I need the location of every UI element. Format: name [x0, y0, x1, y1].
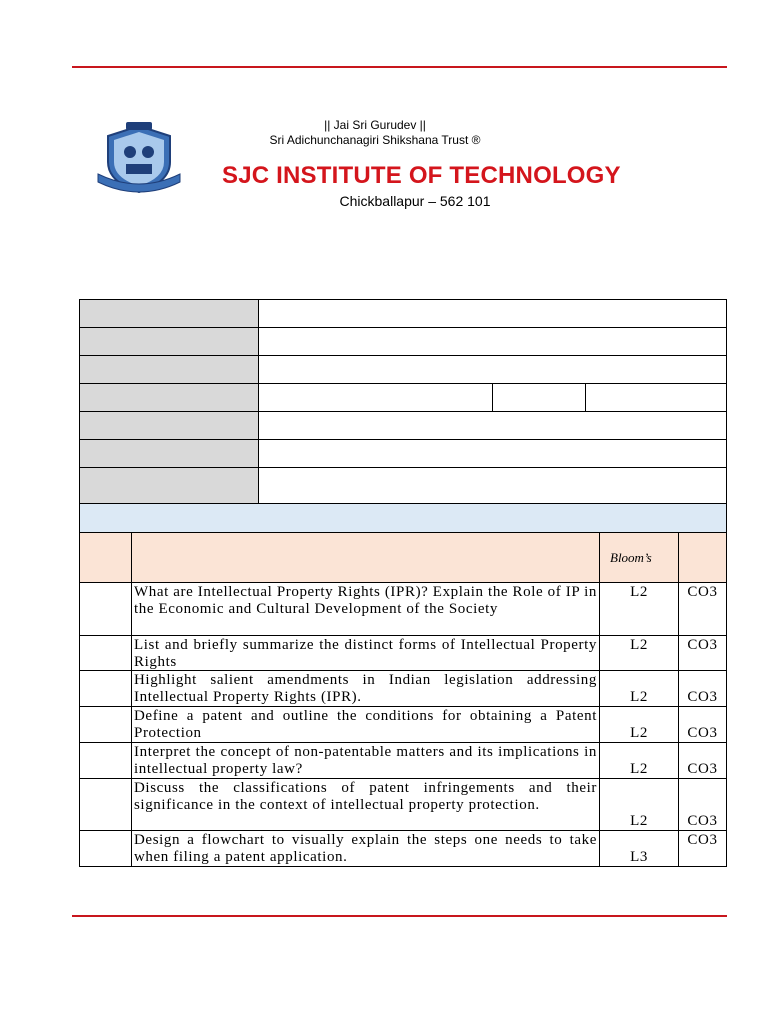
- trust-name: Sri Adichunchanagiri Shikshana Trust ®: [269, 133, 481, 147]
- row-number-cell: [79, 778, 132, 831]
- info-label-cell: [79, 355, 259, 384]
- institute-name: SJC INSTITUTE OF TECHNOLOGY: [222, 162, 621, 189]
- header-cell-number: [79, 532, 132, 583]
- info-value-cell: [258, 355, 727, 384]
- course-outcome-cell: CO3: [678, 582, 727, 636]
- blooms-level-cell: L2: [599, 778, 679, 831]
- info-label-cell: [79, 383, 259, 412]
- info-value-cell: [258, 299, 727, 328]
- course-outcome-cell: CO3: [678, 635, 727, 671]
- row-number-cell: [79, 742, 132, 779]
- row-number-cell: [79, 635, 132, 671]
- blooms-level-cell: L2: [599, 582, 679, 636]
- top-red-rule: [72, 66, 727, 68]
- blooms-level-cell: L2: [599, 635, 679, 671]
- question-cell: Design a flowchart to visually explain the steps one needs to take when filing a patent application.: [131, 830, 600, 867]
- blooms-header-label: Bloom’s: [610, 550, 652, 565]
- question-cell: Discuss the classifications of patent infringements and their significance in the context of intellectual property protection.: [131, 778, 600, 831]
- question-cell: What are Intellectual Property Rights (IPR)? Explain the Role of IP in the Economic and Cultural Development of the Society: [131, 582, 600, 636]
- info-value-cell: [258, 467, 727, 504]
- info-value-cell: [258, 439, 727, 468]
- course-outcome-cell: CO3: [678, 742, 727, 779]
- question-cell: Highlight salient amendments in Indian legislation addressing Intellectual Property Rights (IPR).: [131, 670, 600, 707]
- info-label-cell: [79, 439, 259, 468]
- section-band: [79, 503, 727, 533]
- row-number-cell: [79, 670, 132, 707]
- course-outcome-cell: CO3: [678, 670, 727, 707]
- blooms-level-cell: L2: [599, 670, 679, 707]
- header-cell-question: [131, 532, 600, 583]
- college-crest-icon: [96, 122, 182, 196]
- bottom-red-rule: [72, 915, 727, 917]
- header-cell-blooms: [599, 532, 679, 583]
- header-cell-co: [678, 532, 727, 583]
- blooms-level-cell: L2: [599, 742, 679, 779]
- institute-address: Chickballapur – 562 101: [339, 193, 491, 209]
- info-value-cell: [258, 411, 727, 440]
- row-number-cell: [79, 830, 132, 867]
- info-label-cell: [79, 467, 259, 504]
- info-label-cell: [79, 299, 259, 328]
- info-value-cell: [258, 383, 493, 412]
- info-value-cell: [585, 383, 727, 412]
- row-number-cell: [79, 706, 132, 743]
- info-value-cell: [258, 327, 727, 356]
- blooms-level-cell: L3: [599, 830, 679, 867]
- course-outcome-cell: CO3: [678, 830, 727, 867]
- motto-line: || Jai Sri Gurudev ||: [324, 118, 426, 132]
- question-cell: List and briefly summarize the distinct forms of Intellectual Property Rights: [131, 635, 600, 671]
- info-label-cell: [79, 327, 259, 356]
- row-number-cell: [79, 582, 132, 636]
- info-value-cell: [492, 383, 586, 412]
- info-label-cell: [79, 411, 259, 440]
- question-cell: Define a patent and outline the conditions for obtaining a Patent Protection: [131, 706, 600, 743]
- course-outcome-cell: CO3: [678, 706, 727, 743]
- question-cell: Interpret the concept of non-patentable matters and its implications in intellectual property law?: [131, 742, 600, 779]
- course-outcome-cell: CO3: [678, 778, 727, 831]
- blooms-level-cell: L2: [599, 706, 679, 743]
